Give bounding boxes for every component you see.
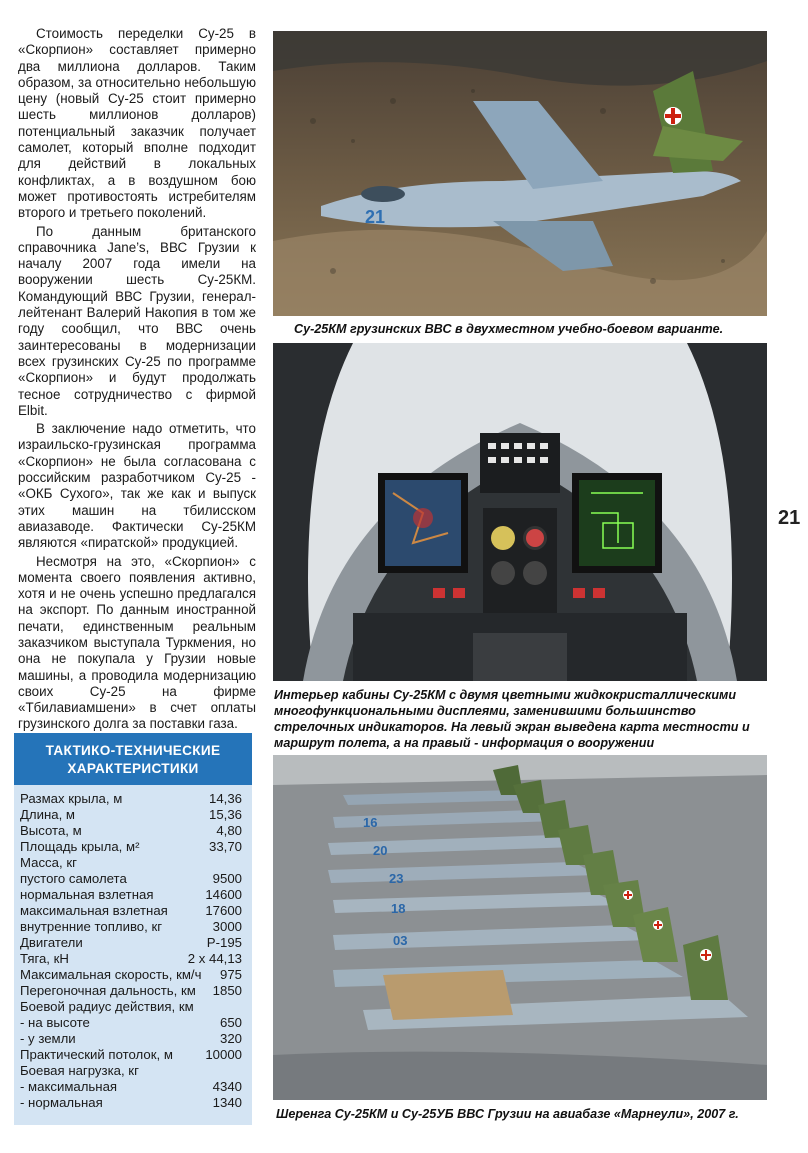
photo-aircraft-lineup <box>273 755 767 1100</box>
article-text-column <box>18 26 256 733</box>
article-paragraph: По данным британского справочника Jane’s, ВВС Грузии к началу 2007 года имели на вооружении шесть Су-25КМ. Командующий ВВС Грузии, генерал-лейтенант Валерий Накопия в том же году сообщил, что ВВС очень заинтересованы в модернизации всех грузинских Су-25 по программе «Скорпион» и будут продолжать тесное сотрудничество с фирмой Elbit. <box>18 223 256 418</box>
spec-row <box>20 1079 246 1095</box>
aircraft-number: 16 <box>363 815 378 830</box>
spec-row <box>20 1015 246 1031</box>
spec-row <box>20 1047 246 1063</box>
spec-label: пустого самолета <box>20 871 127 886</box>
spec-value: 320 <box>219 1031 242 1046</box>
spec-value: Р-195 <box>206 935 242 950</box>
spec-value: 4340 <box>212 1079 242 1094</box>
spec-label: - у земли <box>20 1031 76 1046</box>
page-number: 21 <box>778 507 801 529</box>
spec-value: 33,70 <box>208 839 242 854</box>
photo-cockpit <box>273 343 767 681</box>
spec-row <box>20 839 246 855</box>
spec-value: 3000 <box>212 919 242 934</box>
spec-value: 14600 <box>205 887 242 902</box>
spec-label: - нормальная <box>20 1095 103 1110</box>
spec-label: Площадь крыла, м² <box>20 839 140 854</box>
spec-value: 2 х 44,13 <box>187 951 242 966</box>
spec-label: Максимальная скорость, км/ч <box>20 967 202 982</box>
spec-value: 650 <box>219 1015 242 1030</box>
specs-rows <box>14 785 252 1111</box>
spec-row <box>20 823 246 839</box>
spec-row <box>20 999 246 1015</box>
spec-row <box>20 951 246 967</box>
caption-photo-3: Шеренга Су-25КМ и Су-25УБ ВВС Грузии на авиабазе «Марнеули», 2007 г. <box>276 1107 739 1121</box>
spec-row <box>20 871 246 887</box>
spec-row <box>20 807 246 823</box>
spec-row <box>20 1095 246 1111</box>
photo-aircraft-in-flight <box>273 31 767 316</box>
spec-label: Масса, кг <box>20 855 77 870</box>
caption-photo-1: Су-25КМ грузинских ВВС в двухместном учебно-боевом варианте. <box>294 322 724 336</box>
spec-label: Длина, м <box>20 807 76 822</box>
spec-row <box>20 967 246 983</box>
spec-value <box>242 1063 246 1079</box>
spec-label: Тяга, кН <box>20 951 69 966</box>
spec-label: Боевой радиус действия, км <box>20 999 194 1014</box>
article-paragraph: Стоимость переделки Су-25 в «Скорпион» составляет примерно два миллиона долларов. Таким образом, за относительно небольшую цену (новый Су-25 стоит примерно шесть миллионов долларов) потенциальный заказчик получает самолет, который вполне подходит для действий в локальных конфликтах, а в воздушном бою может противостоять истребителям второго и третьего поколений. <box>18 26 256 221</box>
specs-title <box>14 733 252 785</box>
spec-row <box>20 1063 246 1079</box>
specs-table <box>14 733 252 1125</box>
spec-row <box>20 935 246 951</box>
spec-row <box>20 1031 246 1047</box>
spec-row <box>20 919 246 935</box>
spec-label: нормальная взлетная <box>20 887 154 902</box>
spec-label: - максимальная <box>20 1079 118 1094</box>
spec-label: максимальная взлетная <box>20 903 168 918</box>
aircraft-number: 18 <box>391 901 406 916</box>
spec-label: Двигатели <box>20 935 83 950</box>
aircraft-number: 21 <box>365 207 386 227</box>
spec-row <box>20 855 246 871</box>
spec-value: 1850 <box>212 983 242 998</box>
aircraft-lineup-image <box>273 755 767 1100</box>
spec-label: Высота, м <box>20 823 82 838</box>
spec-label: - на высоте <box>20 1015 90 1030</box>
spec-value: 4,80 <box>216 823 242 838</box>
spec-value: 9500 <box>212 871 242 886</box>
specs-title-line1: ТАКТИКО-ТЕХНИЧЕСКИЕ <box>45 743 221 758</box>
cockpit-image <box>273 343 767 681</box>
spec-value <box>242 999 246 1015</box>
spec-label: Боевая нагрузка, кг <box>20 1063 139 1078</box>
spec-label: Перегоночная дальность, км <box>20 983 196 998</box>
aircraft-number: 23 <box>389 871 404 886</box>
spec-value <box>242 855 246 871</box>
article-paragraph: Несмотря на это, «Скорпион» с момента своего появления активно, хотя и не очень успешно предлагался на экспорт. По данным иностранной печати, единственным реальным заказчиком выступала Туркмения, но она не покупала у Грузии новые машины, а проводила модернизацию своих Су-25 на фирме «Тбилавиамшени» в счет оплаты грузинского долга за поставки газа. <box>18 553 256 732</box>
aircraft-number: 03 <box>393 933 408 948</box>
spec-row <box>20 791 246 807</box>
spec-value: 975 <box>219 967 242 982</box>
spec-label: Размах крыла, м <box>20 791 123 806</box>
spec-value: 17600 <box>205 903 242 918</box>
spec-label: внутренние топливо, кг <box>20 919 163 934</box>
specs-title-line2: ХАРАКТЕРИСТИКИ <box>67 761 199 776</box>
spec-value: 1340 <box>212 1095 242 1110</box>
aircraft-number: 20 <box>373 843 388 858</box>
spec-row <box>20 887 246 903</box>
spec-row <box>20 983 246 999</box>
article-paragraph: В заключение надо отметить, что израильско-грузинская программа «Скорпион» не была согласована с российским разработчиком Су-25 - «ОКБ Сухого», так же как и выпуск этих машин на тбилисском авиазаводе. Фактически Су-25КМ являются «пиратской» продукцией. <box>18 421 256 551</box>
spec-value: 14,36 <box>208 791 242 806</box>
aircraft-in-flight-image <box>273 31 767 316</box>
spec-row <box>20 903 246 919</box>
spec-value: 15,36 <box>208 807 242 822</box>
spec-value: 10000 <box>205 1047 242 1062</box>
caption-photo-2: Интерьер кабины Су-25КМ с двумя цветными жидкокристаллическими многофункциональными дисплеями, заменившими большинство стрелочных индикаторов. На левый экран выведена карта местности и маршрут полета, а на правый - информация о вооружении <box>274 688 750 750</box>
spec-label: Практический потолок, м <box>20 1047 173 1062</box>
